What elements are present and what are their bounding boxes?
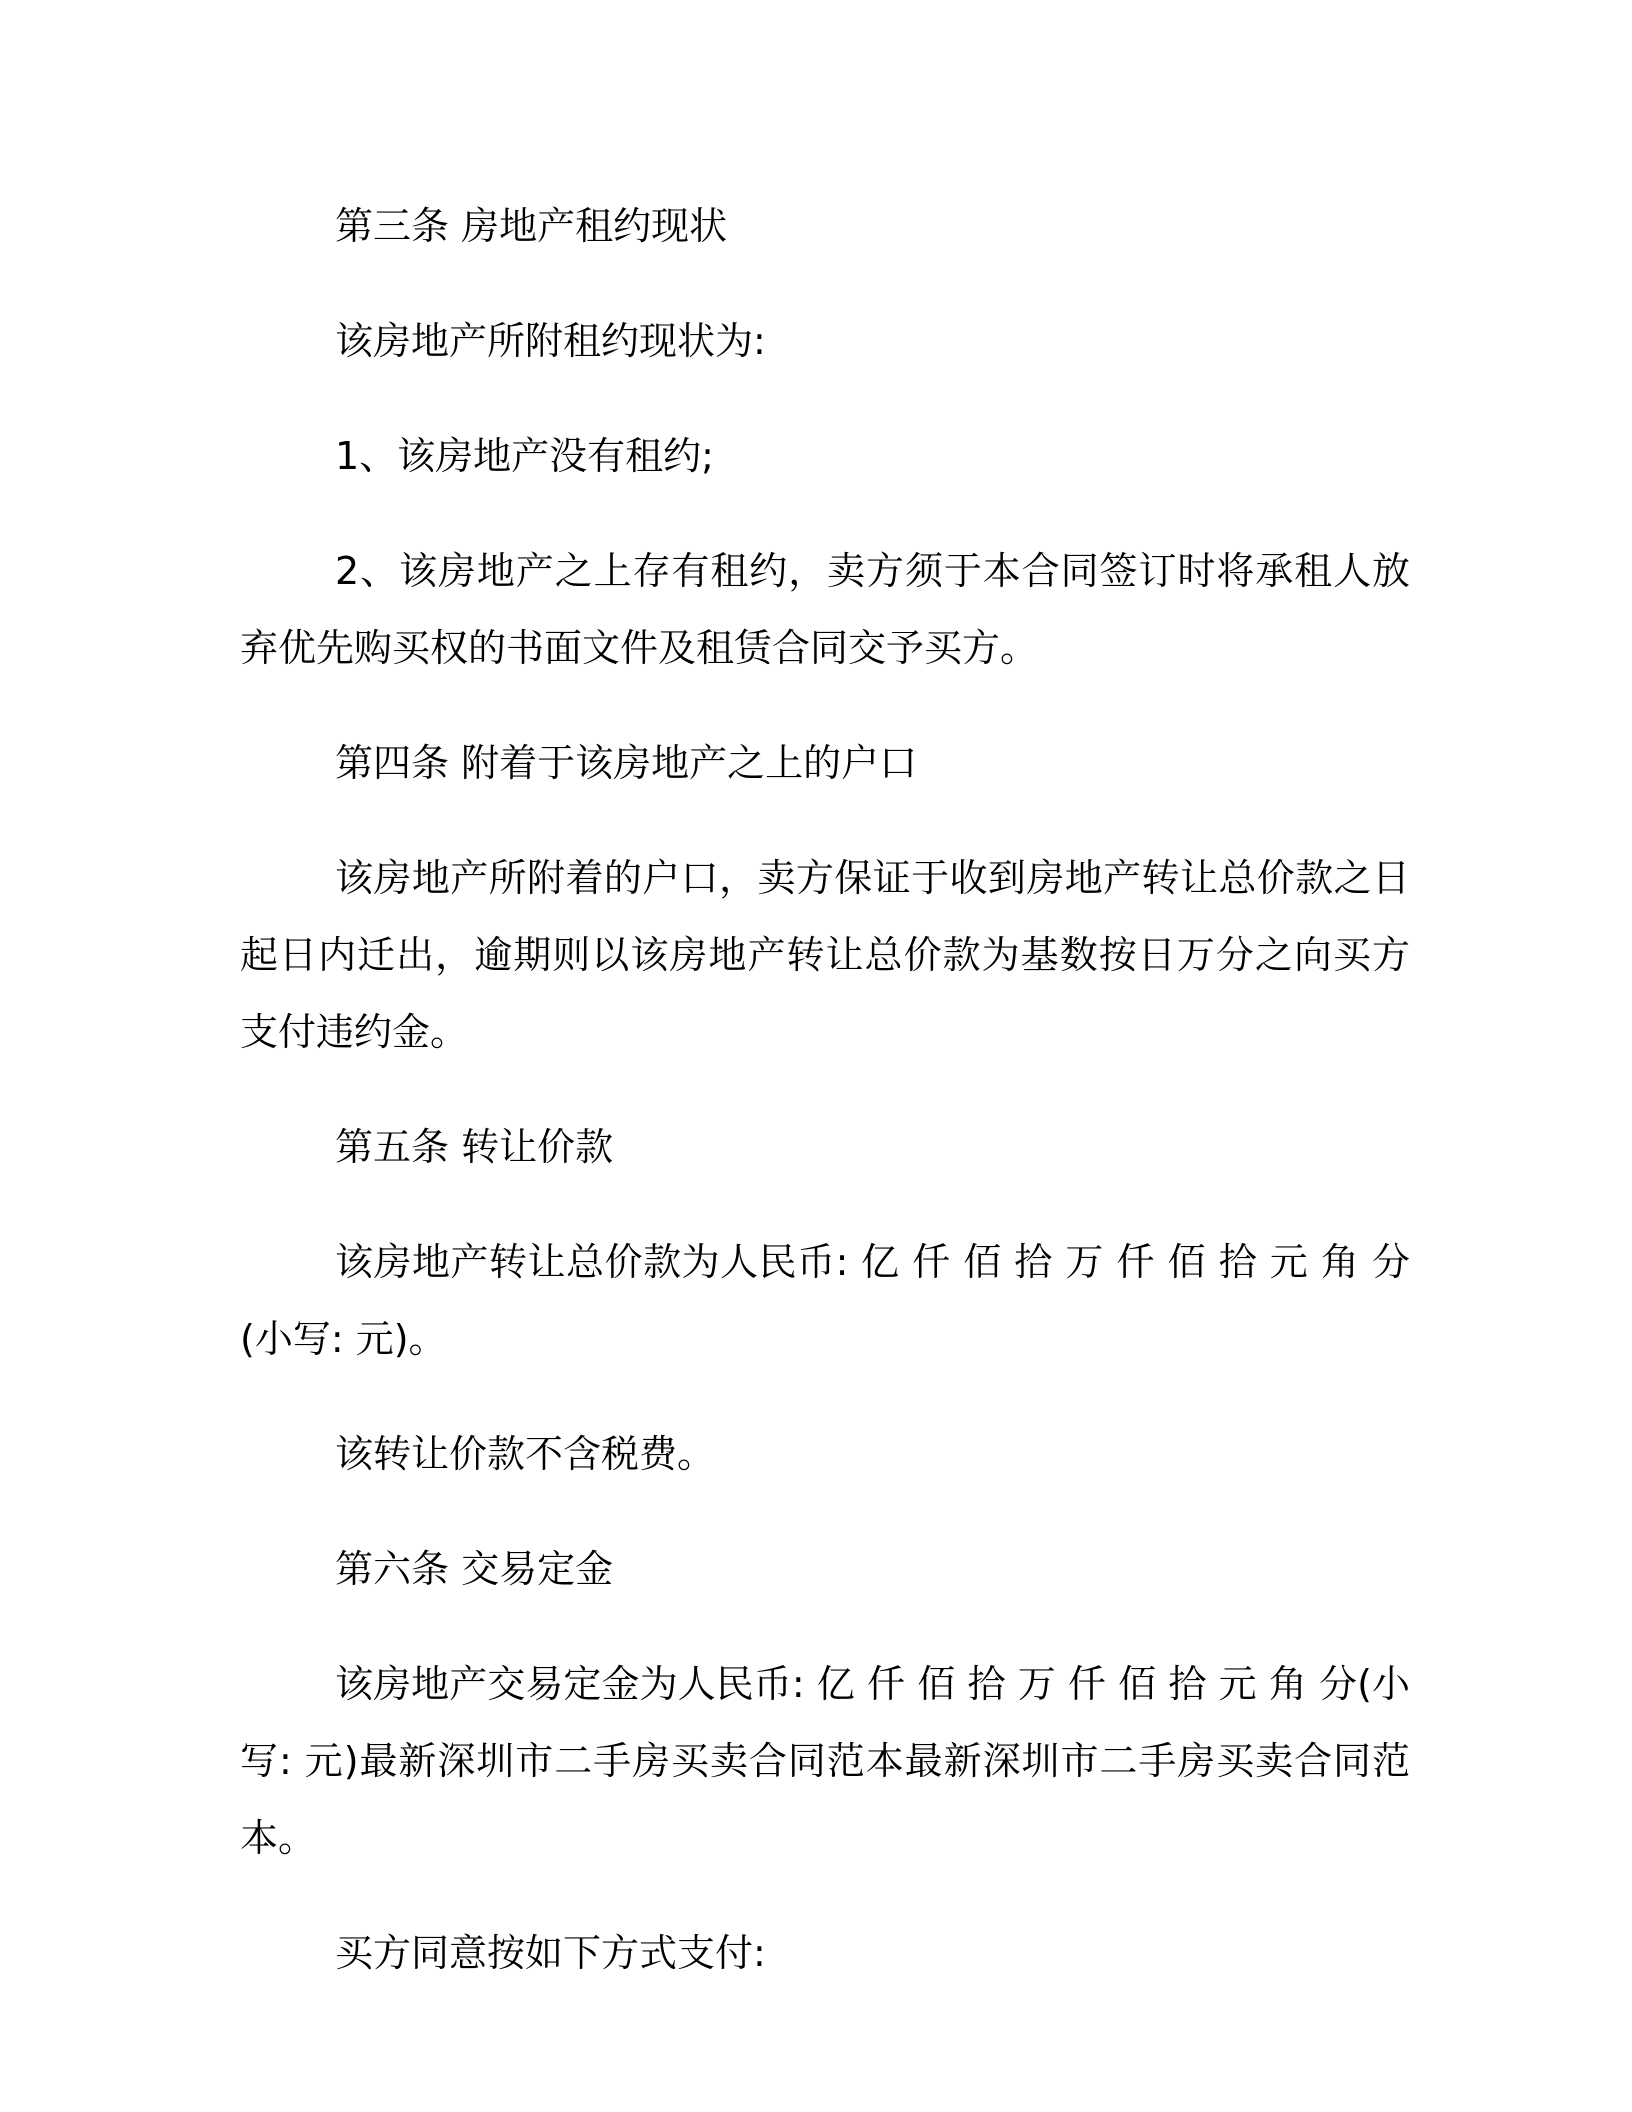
article-6-deposit: 该房地产交易定金为人民币: 亿 仟 佰 拾 万 仟 佰 拾 元 角 分(小写: 元)最新深圳市二手房买卖合同范本最新深圳市二手房买卖合同范本。 xyxy=(240,1662,1410,1860)
article-5-heading: 第五条 转让价款 xyxy=(335,1125,614,1169)
article-5-tax: 该转让价款不含税费。 xyxy=(335,1432,716,1476)
article-4-heading: 第四条 附着于该房地产之上的户口 xyxy=(335,741,918,785)
article-6-payment-intro: 买方同意按如下方式支付: xyxy=(335,1931,766,1975)
article-3-item-1: 1、该房地产没有租约; xyxy=(335,434,714,478)
article-3-item-2: 2、该房地产之上存有租约，卖方须于本合同签订时将承租人放弃优先购买权的书面文件及租赁合同交予买方。 xyxy=(240,549,1410,670)
article-3-heading: 第三条 房地产租约现状 xyxy=(335,204,728,248)
article-6-heading: 第六条 交易定金 xyxy=(335,1547,614,1591)
article-3-intro: 该房地产所附租约现状为: xyxy=(335,319,766,363)
article-4-body: 该房地产所附着的户口，卖方保证于收到房地产转让总价款之日起日内迁出，逾期则以该房地产转让总价款为基数按日万分之向买方支付违约金。 xyxy=(240,856,1410,1054)
document-body xyxy=(240,188,1410,2030)
article-5-price: 该房地产转让总价款为人民币: 亿 仟 佰 拾 万 仟 佰 拾 元 角 分(小写: 元)。 xyxy=(240,1240,1410,1361)
